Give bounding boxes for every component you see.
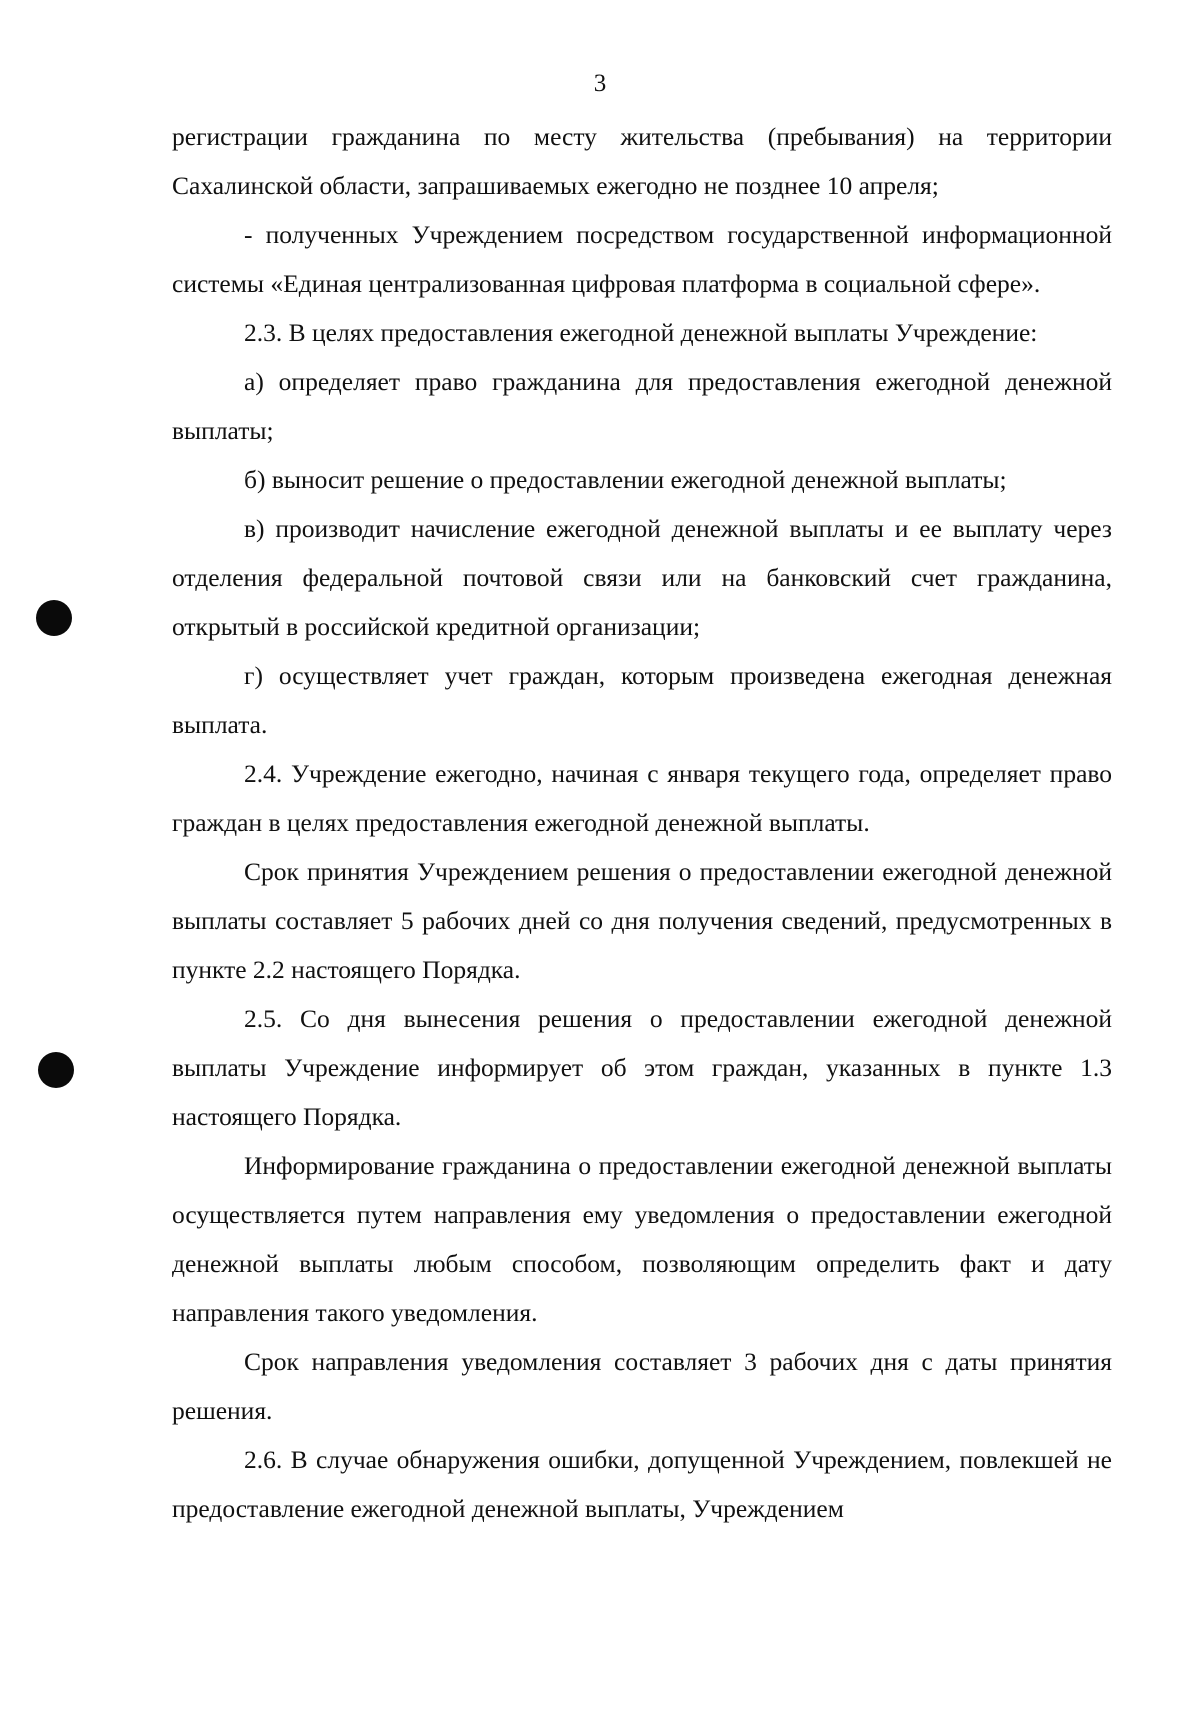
paragraph: 2.5. Со дня вынесения решения о предоставлении ежегодной денежной выплаты Учреждение информирует об этом граждан, указанных в пункте 1.3 настоящего Порядка.	[172, 1004, 1112, 1131]
paragraph: регистрации гражданина по месту жительства (пребывания) на территории Сахалинской области, запрашиваемых ежегодно не позднее 10 апреля;	[172, 122, 1112, 200]
binder-hole	[36, 600, 72, 636]
paragraph: г) осуществляет учет граждан, которым произведена ежегодная денежная выплата.	[172, 661, 1112, 739]
binder-hole	[38, 1052, 74, 1088]
paragraph: б) выносит решение о предоставлении ежегодной денежной выплаты;	[244, 465, 1007, 494]
paragraph: в) производит начисление ежегодной денежной выплаты и ее выплату через отделения федеральной почтовой связи или на банковский счет гражданина, открытый в российской кредитной организации;	[172, 514, 1112, 641]
paragraph: Срок принятия Учреждением решения о предоставлении ежегодной денежной выплаты составляет 5 рабочих дней со дня получения сведений, предусмотренных в пункте 2.2 настоящего Порядка.	[172, 857, 1112, 984]
paragraph: - полученных Учреждением посредством государственной информационной системы «Единая централизованная цифровая платформа в социальной сфере».	[172, 220, 1112, 298]
paragraph: 2.3. В целях предоставления ежегодной денежной выплаты Учреждение:	[244, 318, 1038, 347]
document-body	[172, 112, 1112, 1533]
paragraph: Информирование гражданина о предоставлении ежегодной денежной выплаты осуществляется путем направления ему уведомления о предоставлении ежегодной денежной выплаты любым способом, позволяющим определить факт и дату направления такого уведомления.	[172, 1151, 1112, 1327]
page-number: 3	[593, 70, 607, 97]
paragraph: а) определяет право гражданина для предоставления ежегодной денежной выплаты;	[172, 367, 1112, 445]
paragraph: 2.6. В случае обнаружения ошибки, допущенной Учреждением, повлекшей не предоставление ежегодной денежной выплаты, Учреждением	[172, 1445, 1112, 1523]
paragraph: Срок направления уведомления составляет 3 рабочих дня с даты принятия решения.	[172, 1347, 1112, 1425]
paragraph: 2.4. Учреждение ежегодно, начиная с января текущего года, определяет право граждан в целях предоставления ежегодной денежной выплаты.	[172, 759, 1112, 837]
